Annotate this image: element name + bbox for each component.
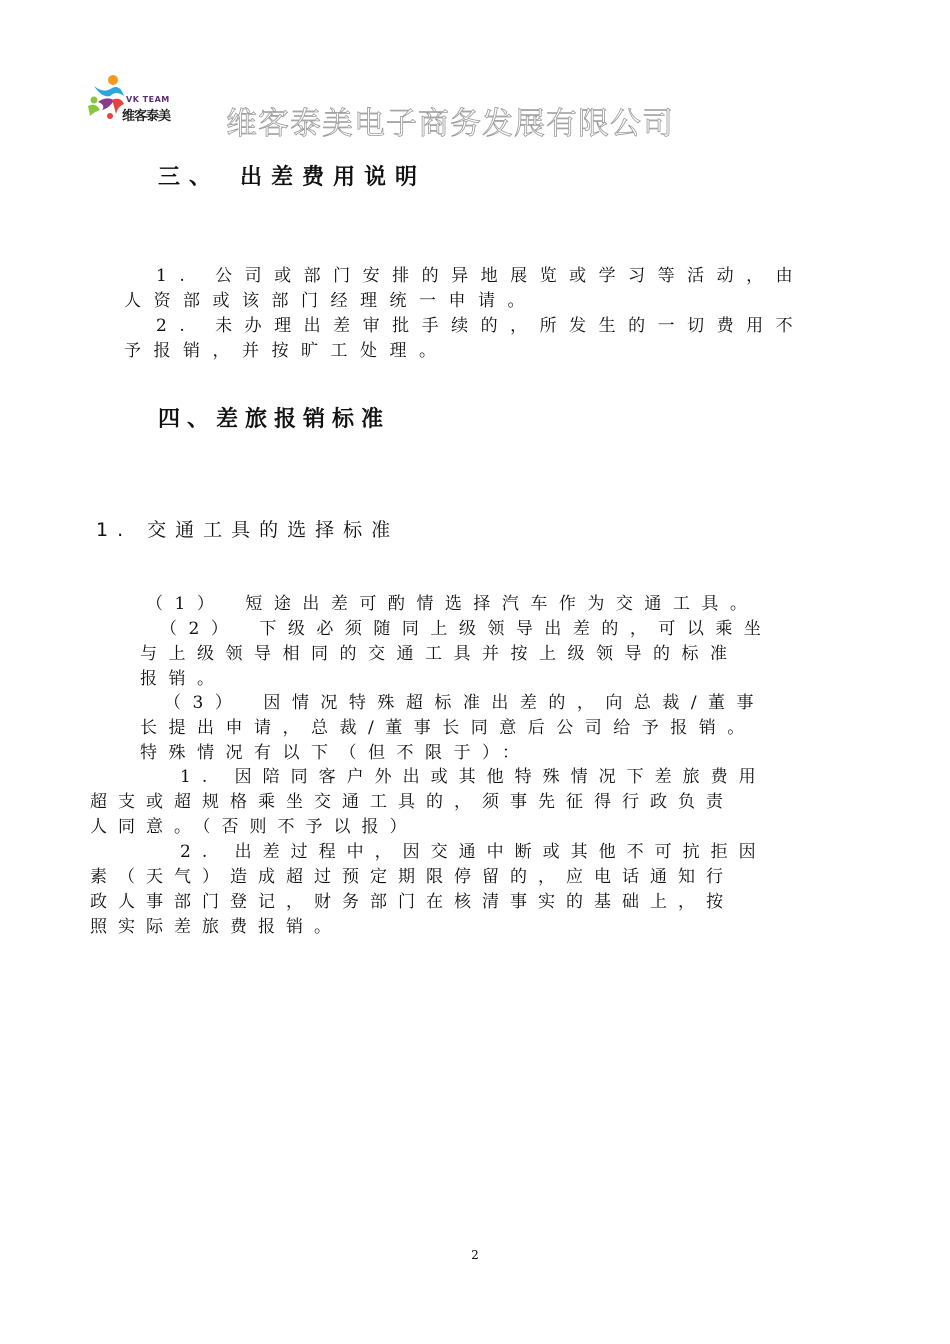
page-number: 2 (471, 1248, 479, 1262)
section3-item2-line2: 予报销，并按旷工处理。 (124, 341, 449, 361)
special-case-1-line1: 1. 因陪同客户外出或其他特殊情况下差旅费用 (180, 767, 767, 787)
rule-1-line: （1） 短途出差可酌情选择汽车作为交通工具。 (146, 594, 759, 614)
logo-cn-text: 维客泰美 (122, 109, 171, 124)
rule-2-line2: 与上级领导相同的交通工具并按上级领导的标准 (140, 644, 739, 664)
section3-item1 (124, 264, 846, 314)
rule-1 (140, 592, 860, 617)
special-case-2-line2: 素（天气）造成超过预定期限停留的，应电话通知行 (90, 867, 734, 887)
section4-sub1-title: 1. 交通工具的选择标准 (96, 519, 400, 541)
company-logo (86, 72, 190, 128)
rule-2-line1: （2） 下级必须随同上级领导出差的，可以乘坐 (160, 619, 773, 639)
section3-item1-line1: 1. 公司或部门安排的异地展览或学习等活动，由 (156, 266, 806, 286)
section3-item1-line2: 人资部或该部门经理统一申请。 (124, 291, 537, 311)
section3-item2-line1: 2. 未办理出差审批手续的，所发生的一切费用不 (156, 316, 806, 336)
special-case-2-line1: 2. 出差过程中，因交通中断或其他不可抗拒因 (180, 842, 767, 862)
rule-3-line3: 特殊情况有以下（但不限于）： (140, 743, 531, 763)
special-case-1-line3: 人同意。（否则不予以报） (90, 817, 418, 837)
rule-2-line3: 报销。 (140, 669, 226, 689)
section4-title: 四、差旅报销标准 (158, 407, 391, 432)
special-case-2 (90, 840, 846, 940)
logo-en-text: VK TEAM (126, 95, 170, 104)
section3-item2 (124, 314, 846, 364)
special-case-1 (90, 765, 846, 840)
special-case-2-line4: 照实际差旅费报销。 (90, 917, 342, 937)
company-name: 维客泰美电子商务发展有限公司 (226, 106, 674, 142)
section3-title: 三、 出差费用说明 (158, 165, 427, 190)
rule-2 (140, 617, 846, 692)
rule-3 (140, 691, 846, 766)
rule-3-line1: （3） 因情况特殊超标准出差的，向总裁/董事 (164, 693, 766, 713)
rule-3-line2: 长提出申请，总裁/董事长同意后公司给予报销。 (140, 718, 756, 738)
special-case-1-line2: 超支或超规格乘坐交通工具的，须事先征得行政负责 (90, 792, 734, 812)
special-case-2-line3: 政人事部门登记，财务部门在核清事实的基础上，按 (90, 892, 734, 912)
